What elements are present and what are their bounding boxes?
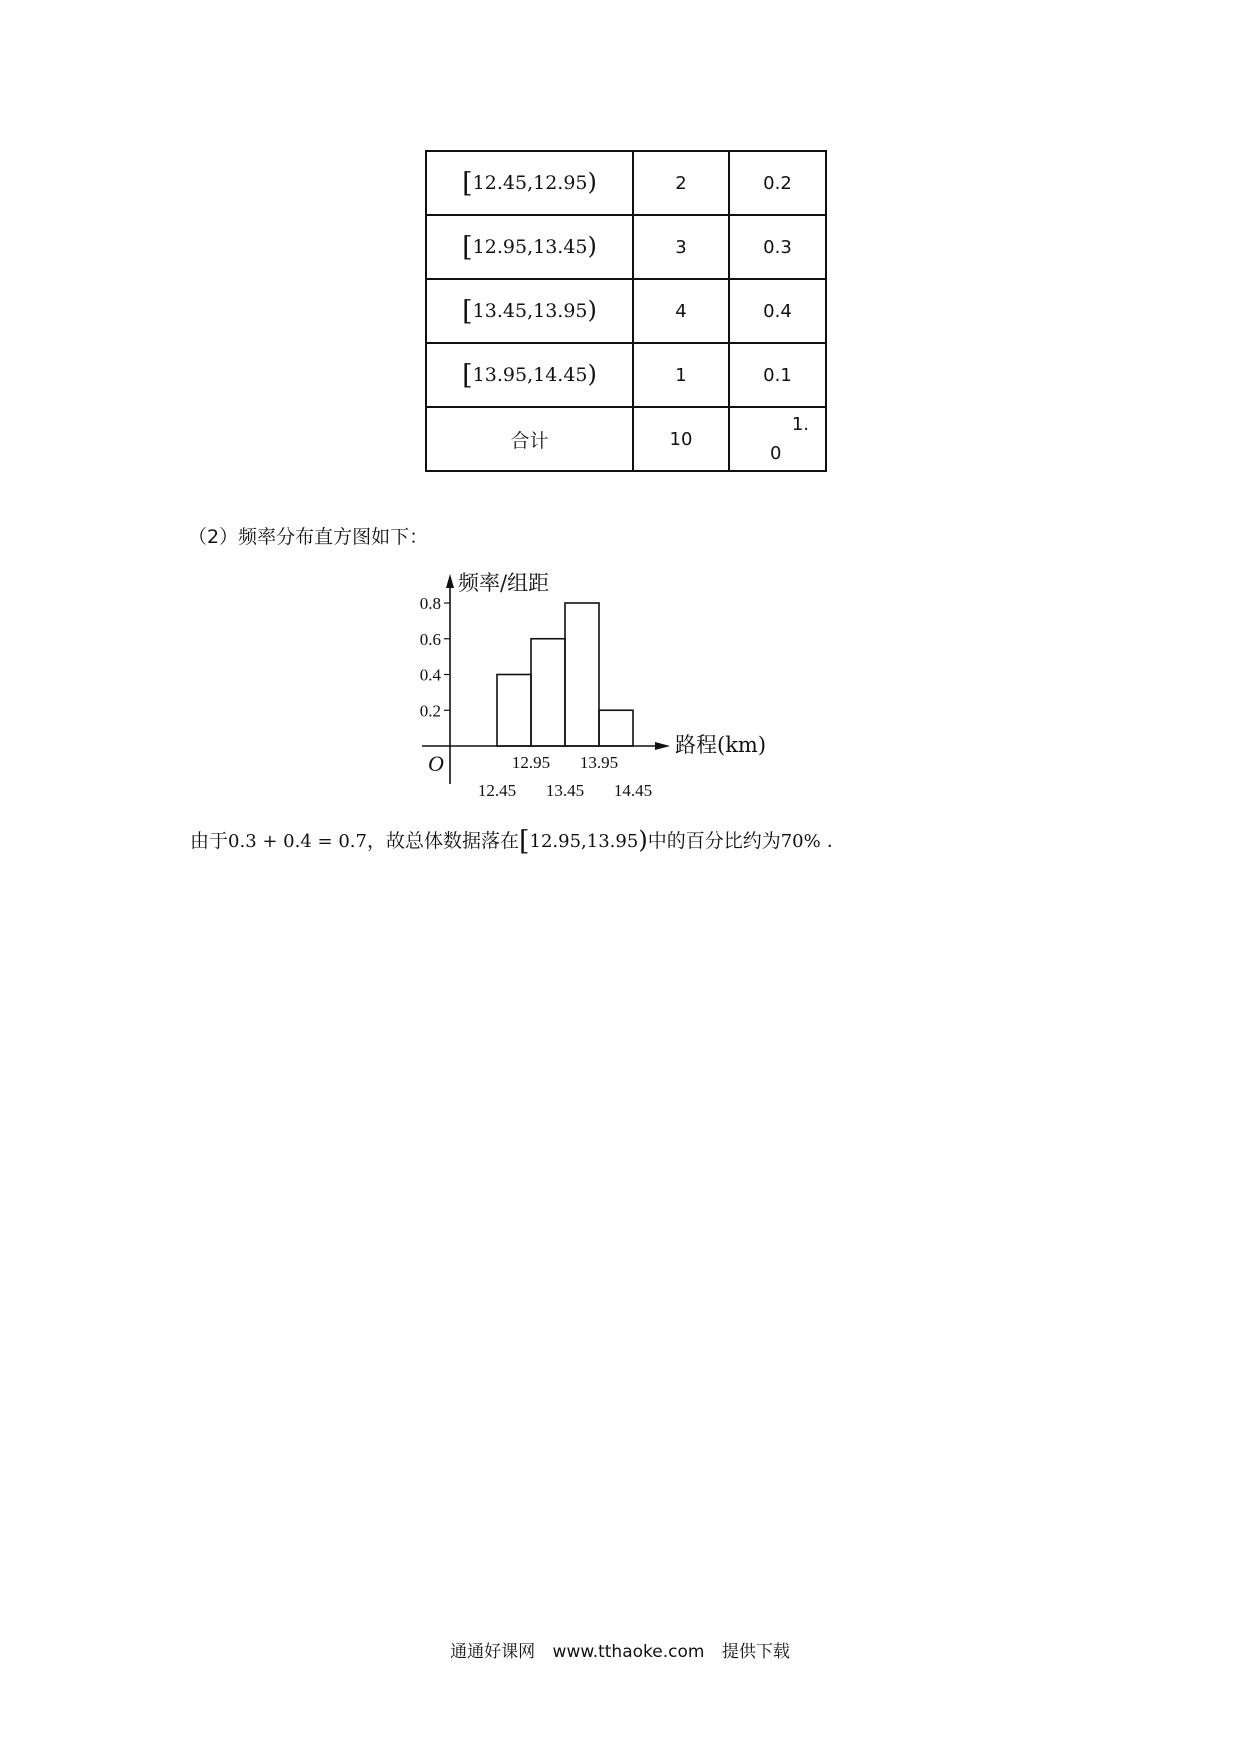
frequency-cell: 0.3 — [729, 215, 826, 279]
total-freq-part-a: 1. — [791, 414, 809, 435]
paren-close: ) — [587, 231, 597, 260]
interval-hi: 13.45 — [533, 235, 588, 258]
count-cell: 3 — [633, 215, 729, 279]
count-cell: 2 — [633, 151, 729, 215]
y-tick-label: 0.8 — [419, 594, 441, 613]
bracket-open: [ — [462, 295, 473, 327]
conclusion-pre: 由于 — [190, 830, 229, 852]
y-tick-label: 0.6 — [419, 629, 441, 649]
total-count-cell: 10 — [633, 407, 729, 471]
footer-action: 提供下载 — [721, 1642, 790, 1662]
interval-cell: [12.45,12.95) — [426, 151, 633, 215]
origin-label: O — [428, 751, 444, 776]
conclusion-end: . — [826, 830, 833, 852]
conclusion-text — [190, 826, 833, 857]
frequency-cell: 0.2 — [729, 151, 826, 215]
x-tick-label: 12.95 — [511, 753, 551, 772]
histogram-heading: （2）频率分布直方图如下： — [188, 526, 429, 548]
interval-cell: [13.95,14.45) — [426, 343, 633, 407]
x-tick-label: 12.45 — [477, 781, 517, 800]
table-row — [426, 343, 826, 407]
conclusion-post: 中的百分比约为 — [647, 830, 781, 852]
interval-hi: 12.95 — [533, 171, 588, 194]
interval-lo: 12.95 — [529, 831, 582, 852]
total-freq-part-b: 0 — [770, 443, 782, 464]
footer-site: 通通好课网 — [450, 1642, 536, 1662]
interval-lo: 12.95 — [472, 235, 528, 258]
count-cell: 1 — [633, 343, 729, 407]
conclusion-mid: ，故总体数据落在 — [366, 830, 519, 852]
interval-hi: 13.95 — [533, 299, 588, 322]
conclusion-interval: [12.95,13.95) — [518, 826, 648, 857]
bracket-open: [ — [462, 231, 473, 263]
x-tick-label: 14.45 — [613, 781, 653, 800]
frequency-cell: 0.4 — [729, 279, 826, 343]
bracket-open: [ — [462, 167, 473, 199]
table-row — [426, 215, 826, 279]
interval-cell: [12.95,13.45) — [426, 215, 633, 279]
y-axis-arrow — [446, 574, 454, 588]
bracket-open: [ — [462, 359, 473, 391]
footer-url[interactable]: www.tthaoke.com — [552, 1642, 705, 1662]
conclusion-expr: 0.3 + 0.4 = 0.7 — [228, 831, 367, 852]
frequency-histogram — [400, 566, 820, 806]
x-tick-label: 13.95 — [579, 753, 619, 772]
table-row — [426, 151, 826, 215]
conclusion-percent: 70% — [780, 831, 821, 852]
total-frequency-cell — [729, 407, 826, 471]
histogram-bar — [599, 710, 633, 746]
interval-hi: 14.45 — [533, 363, 588, 386]
y-axis-label: 频率/组距 — [458, 571, 550, 595]
histogram-bar — [531, 639, 565, 746]
paren-close: ) — [587, 167, 597, 196]
interval-hi: 13.95 — [586, 831, 639, 852]
total-label-cell: 合计 — [426, 407, 633, 471]
histogram-bar — [497, 675, 531, 747]
x-tick-label: 13.45 — [545, 781, 585, 800]
y-tick-label: 0.4 — [419, 665, 441, 685]
frequency-table — [425, 150, 827, 472]
count-cell: 4 — [633, 279, 729, 343]
interval-lo: 13.95 — [472, 363, 528, 386]
histogram-bar — [565, 603, 599, 746]
total-row — [426, 407, 826, 471]
table-row — [426, 279, 826, 343]
frequency-cell: 0.1 — [729, 343, 826, 407]
interval-lo: 13.45 — [472, 299, 528, 322]
paren-close: ) — [587, 359, 597, 388]
x-axis-arrow — [655, 742, 670, 750]
x-axis-label: 路程(km) — [675, 733, 767, 757]
page-footer — [0, 1637, 1240, 1662]
interval-cell: [13.45,13.95) — [426, 279, 633, 343]
interval-lo: 12.45 — [472, 171, 528, 194]
y-tick-label: 0.2 — [419, 701, 441, 721]
paren-close: ) — [587, 295, 597, 324]
